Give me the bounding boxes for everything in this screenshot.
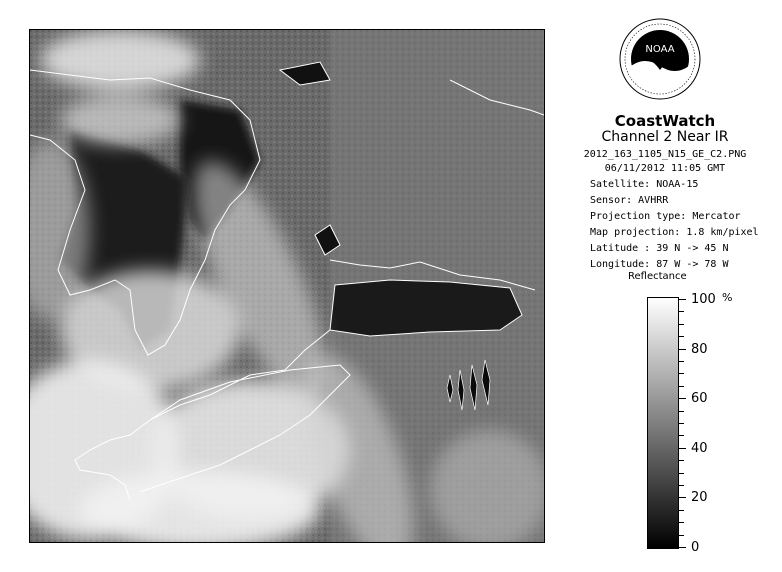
colorbar-minor-tick (679, 324, 684, 325)
satellite-text: Satellite: NOAA-15 (590, 179, 699, 190)
filename-text: 2012_163_1105_N15_GE_C2.PNG (583, 149, 747, 160)
longitude-text: Longitude: 87 W -> 78 W (590, 259, 729, 270)
colorbar-major-tick (679, 497, 686, 498)
colorbar-minor-tick (679, 522, 684, 523)
colorbar-minor-tick (679, 460, 684, 461)
satellite-scene (30, 30, 544, 542)
colorbar-tick-label: 40 (691, 440, 708, 456)
latitude-text: Latitude : 39 N -> 45 N (590, 243, 729, 254)
colorbar-minor-tick (679, 361, 684, 362)
channel-title: Channel 2 Near IR (601, 129, 729, 145)
colorbar-minor-tick (679, 423, 684, 424)
colorbar (647, 297, 679, 549)
colorbar-minor-tick (679, 485, 684, 486)
colorbar-major-tick (679, 448, 686, 449)
colorbar-minor-tick (679, 435, 684, 436)
colorbar-major-tick (679, 349, 686, 350)
colorbar-minor-tick (679, 411, 684, 412)
colorbar-tick-label: 100 (691, 292, 716, 307)
colorbar-minor-tick (679, 386, 684, 387)
noaa-logo (619, 18, 701, 100)
lake-ontario (330, 280, 522, 336)
info-panel (560, 113, 770, 273)
colorbar-minor-tick (679, 336, 684, 337)
colorbar-label: Reflectance (628, 271, 687, 282)
colorbar-tick-label: 80 (691, 341, 708, 357)
colorbar-major-tick (679, 398, 686, 399)
colorbar-major-tick (679, 547, 686, 548)
colorbar-minor-tick (679, 473, 684, 474)
colorbar-tick-label: 20 (691, 490, 708, 506)
sensor-text: Sensor: AVHRR (590, 195, 669, 206)
datetime-text: 06/11/2012 11:05 GMT (604, 163, 726, 174)
map-projection-text: Map projection: 1.8 km/pixel (590, 227, 759, 238)
noaa-logo-graphic (619, 18, 701, 100)
colorbar-minor-tick (679, 510, 684, 511)
colorbar-minor-tick (679, 311, 684, 312)
satellite-image (29, 29, 545, 543)
colorbar-tick-label: 60 (691, 391, 708, 407)
colorbar-minor-tick (679, 535, 684, 536)
app-title: CoastWatch (614, 112, 716, 130)
colorbar-minor-tick (679, 373, 684, 374)
projection-type-text: Projection type: Mercator (590, 211, 741, 222)
noaa-logo-text: NOAA (645, 44, 675, 55)
colorbar-unit: % (722, 291, 733, 304)
colorbar-major-tick (679, 299, 686, 300)
colorbar-tick-label: 0 (691, 540, 700, 555)
